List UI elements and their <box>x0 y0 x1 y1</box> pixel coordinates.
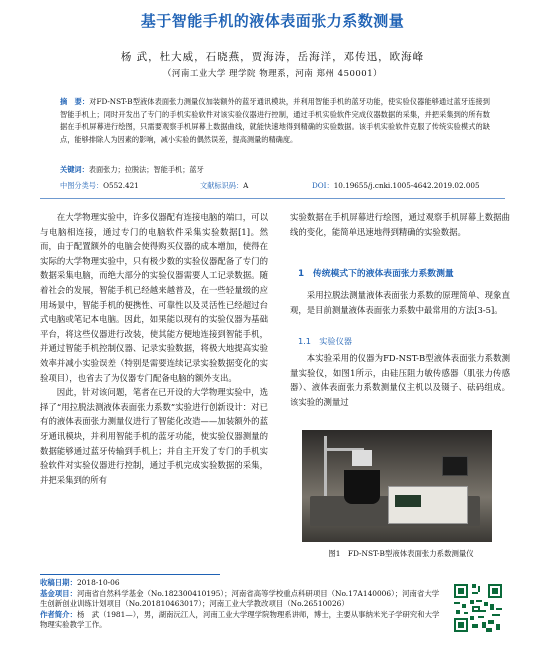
received-value: 2018-10-06 <box>76 578 120 587</box>
clc-label: 中图分类号： <box>60 181 104 190</box>
clc-code <box>60 181 139 191</box>
clc-value: O552.421 <box>103 181 139 190</box>
author-bio <box>40 610 445 631</box>
digital-display <box>395 495 421 507</box>
keywords-label: 关键词： <box>60 165 89 174</box>
doi <box>312 181 480 191</box>
subsection-heading: 1.1 实验仪器 <box>298 336 352 346</box>
figure-1-photo <box>302 430 492 542</box>
paragraph: 本实验采用的仪器为FD-NST-B型液体表面张力系数测量实验仪，如图1所示，由硅压阻力敏传感器（肌张力传感器）、液体表面张力系数测量仪主机以及镊子、砝码组成。该实验的测量过 <box>290 353 510 407</box>
paragraph: 在大学物理实验中，许多仪器配有连接电脑的端口，可以与电脑相连接，通过专门的电脑软件采集实验数据[1]。然而，由于配置额外的电脑会使得购买仪器的成本增加，使得在实际的大学物理实验中，只有极少数的实验仪器配备了专门的数据采集电脑，而绝大部分的实验仪器需要人工记录数据。随着社会的发展，智能手机已经越来越普及，在一些轻量级的应用场景中，智能手机的便携性、可靠性以及灵活性已经超过台式电脑或笔记本电脑。因此，如果能以现有的实验仪器为基础平台，将这些仪器进行改装，使其能方便地连接到智能手机，并通过智能手机控制仪器、记录实验数据，将极大地提高实验效率并减小实验误差（特别是需要连续记录实验数据变化的实验项目），也省去了为仪器专门配备电脑的额外支出。 <box>40 212 268 383</box>
received-date <box>40 578 445 589</box>
instrument-main-unit <box>388 486 468 524</box>
figure-caption: 图1 FD-NST-B型液体表面张力系数测量仪 <box>328 549 474 558</box>
author-bio-value: 杨 武（1981—），男，湖南沅江人，河南工业大学理学院物理系讲师，博士，主要从事纳米光子学研究和大学物理实验教学工作。 <box>40 609 440 630</box>
doi-value: 10.19655/j.cnki.1005-4642.2019.02.005 <box>333 181 480 190</box>
abstract-text: 对FD-NST-B型液体表面张力测量仪加装额外的蓝牙通讯模块，并利用智能手机的蓝牙功能，使实验仪器能够通过蓝牙连接到智能手机上；同时开发出了专门的手机实验软件对该实验仪器进行控制，通过手机实验软件完成仪器数据的采集，并把采集到的所有数据在手机屏幕进行绘图，只需要观察手机屏幕上数据曲线，就能快速地得到精确的实验数据。该手机实验软件克服了传统实验模式的缺点，能够排除人为因素的影响，减小实验的偶然误差，提高测量的精确度。 <box>60 97 490 144</box>
doc-code <box>200 181 248 191</box>
footer-rule <box>40 574 220 575</box>
doc-value: A <box>243 181 249 190</box>
paragraph: 实验数据在手机屏幕进行绘图，通过观察手机屏幕上数据曲线的变化，能简单迅速地得到精确的实验数据。 <box>290 212 510 237</box>
fund-value: 河南省自然科学基金（No.182300410195）；河南省高等学校重点科研项目（No.17A140006）；河南省大学生创新创业训练计划项目（No.201810463017）；河南工业大学教改项目（No.26510026） <box>40 588 440 609</box>
keywords-text: 表面张力；拉脱法；智能手机；蓝牙 <box>88 165 204 174</box>
subsection1-body <box>290 351 510 409</box>
section1-body <box>290 288 510 317</box>
footer-notes <box>40 578 445 631</box>
liquid-dish <box>344 470 380 504</box>
author-bio-label: 作者简介： <box>40 609 77 619</box>
abstract <box>60 96 490 146</box>
paper-title: 基于智能手机的液体表面张力系数测量 <box>140 12 405 30</box>
received-label: 收稿日期： <box>40 578 77 587</box>
qr-code <box>452 582 504 634</box>
bluetooth-module <box>442 456 468 476</box>
doi-label: DOI： <box>312 181 334 190</box>
fund-info <box>40 589 445 610</box>
keywords <box>60 165 204 175</box>
paragraph: 采用拉脱法测量液体表面张力系数的原理简单、现象直观，是目前测量液体表面张力系数中最常用的方法[3-5]。 <box>290 290 510 315</box>
force-sensor <box>352 450 372 466</box>
paragraph: 因此，针对该问题，笔者在已开设的大学物理实验中，选择了“用拉脱法测液体表面张力系数”实验进行创新设计：对已有的液体表面张力测量仪进行了智能化改造——加装额外的蓝牙通讯模块，并利用智能手机的蓝牙功能，使实验仪器测量的数据能够通过蓝牙传输到手机上；并自主开发了专门的手机实验软件对实验仪器进行控制，通过手机完成实验数据的采集，并把采集到的所有 <box>40 387 268 485</box>
header-rule <box>40 198 505 199</box>
left-column <box>40 210 268 487</box>
author-list: 杨 武，杜大威，石晓燕，贾海涛，岳海洋，邓传迅，欧海峰 <box>120 51 425 63</box>
abstract-label: 摘 要： <box>60 97 90 106</box>
section-heading: 1 传统模式下的液体表面张力系数测量 <box>298 269 454 279</box>
affiliation: （河南工业大学 理学院 物理系，河南 郑州 450001） <box>162 69 383 79</box>
fund-label: 基金项目： <box>40 588 77 598</box>
right-column-top <box>290 210 510 239</box>
doc-label: 文献标识码： <box>200 181 244 190</box>
